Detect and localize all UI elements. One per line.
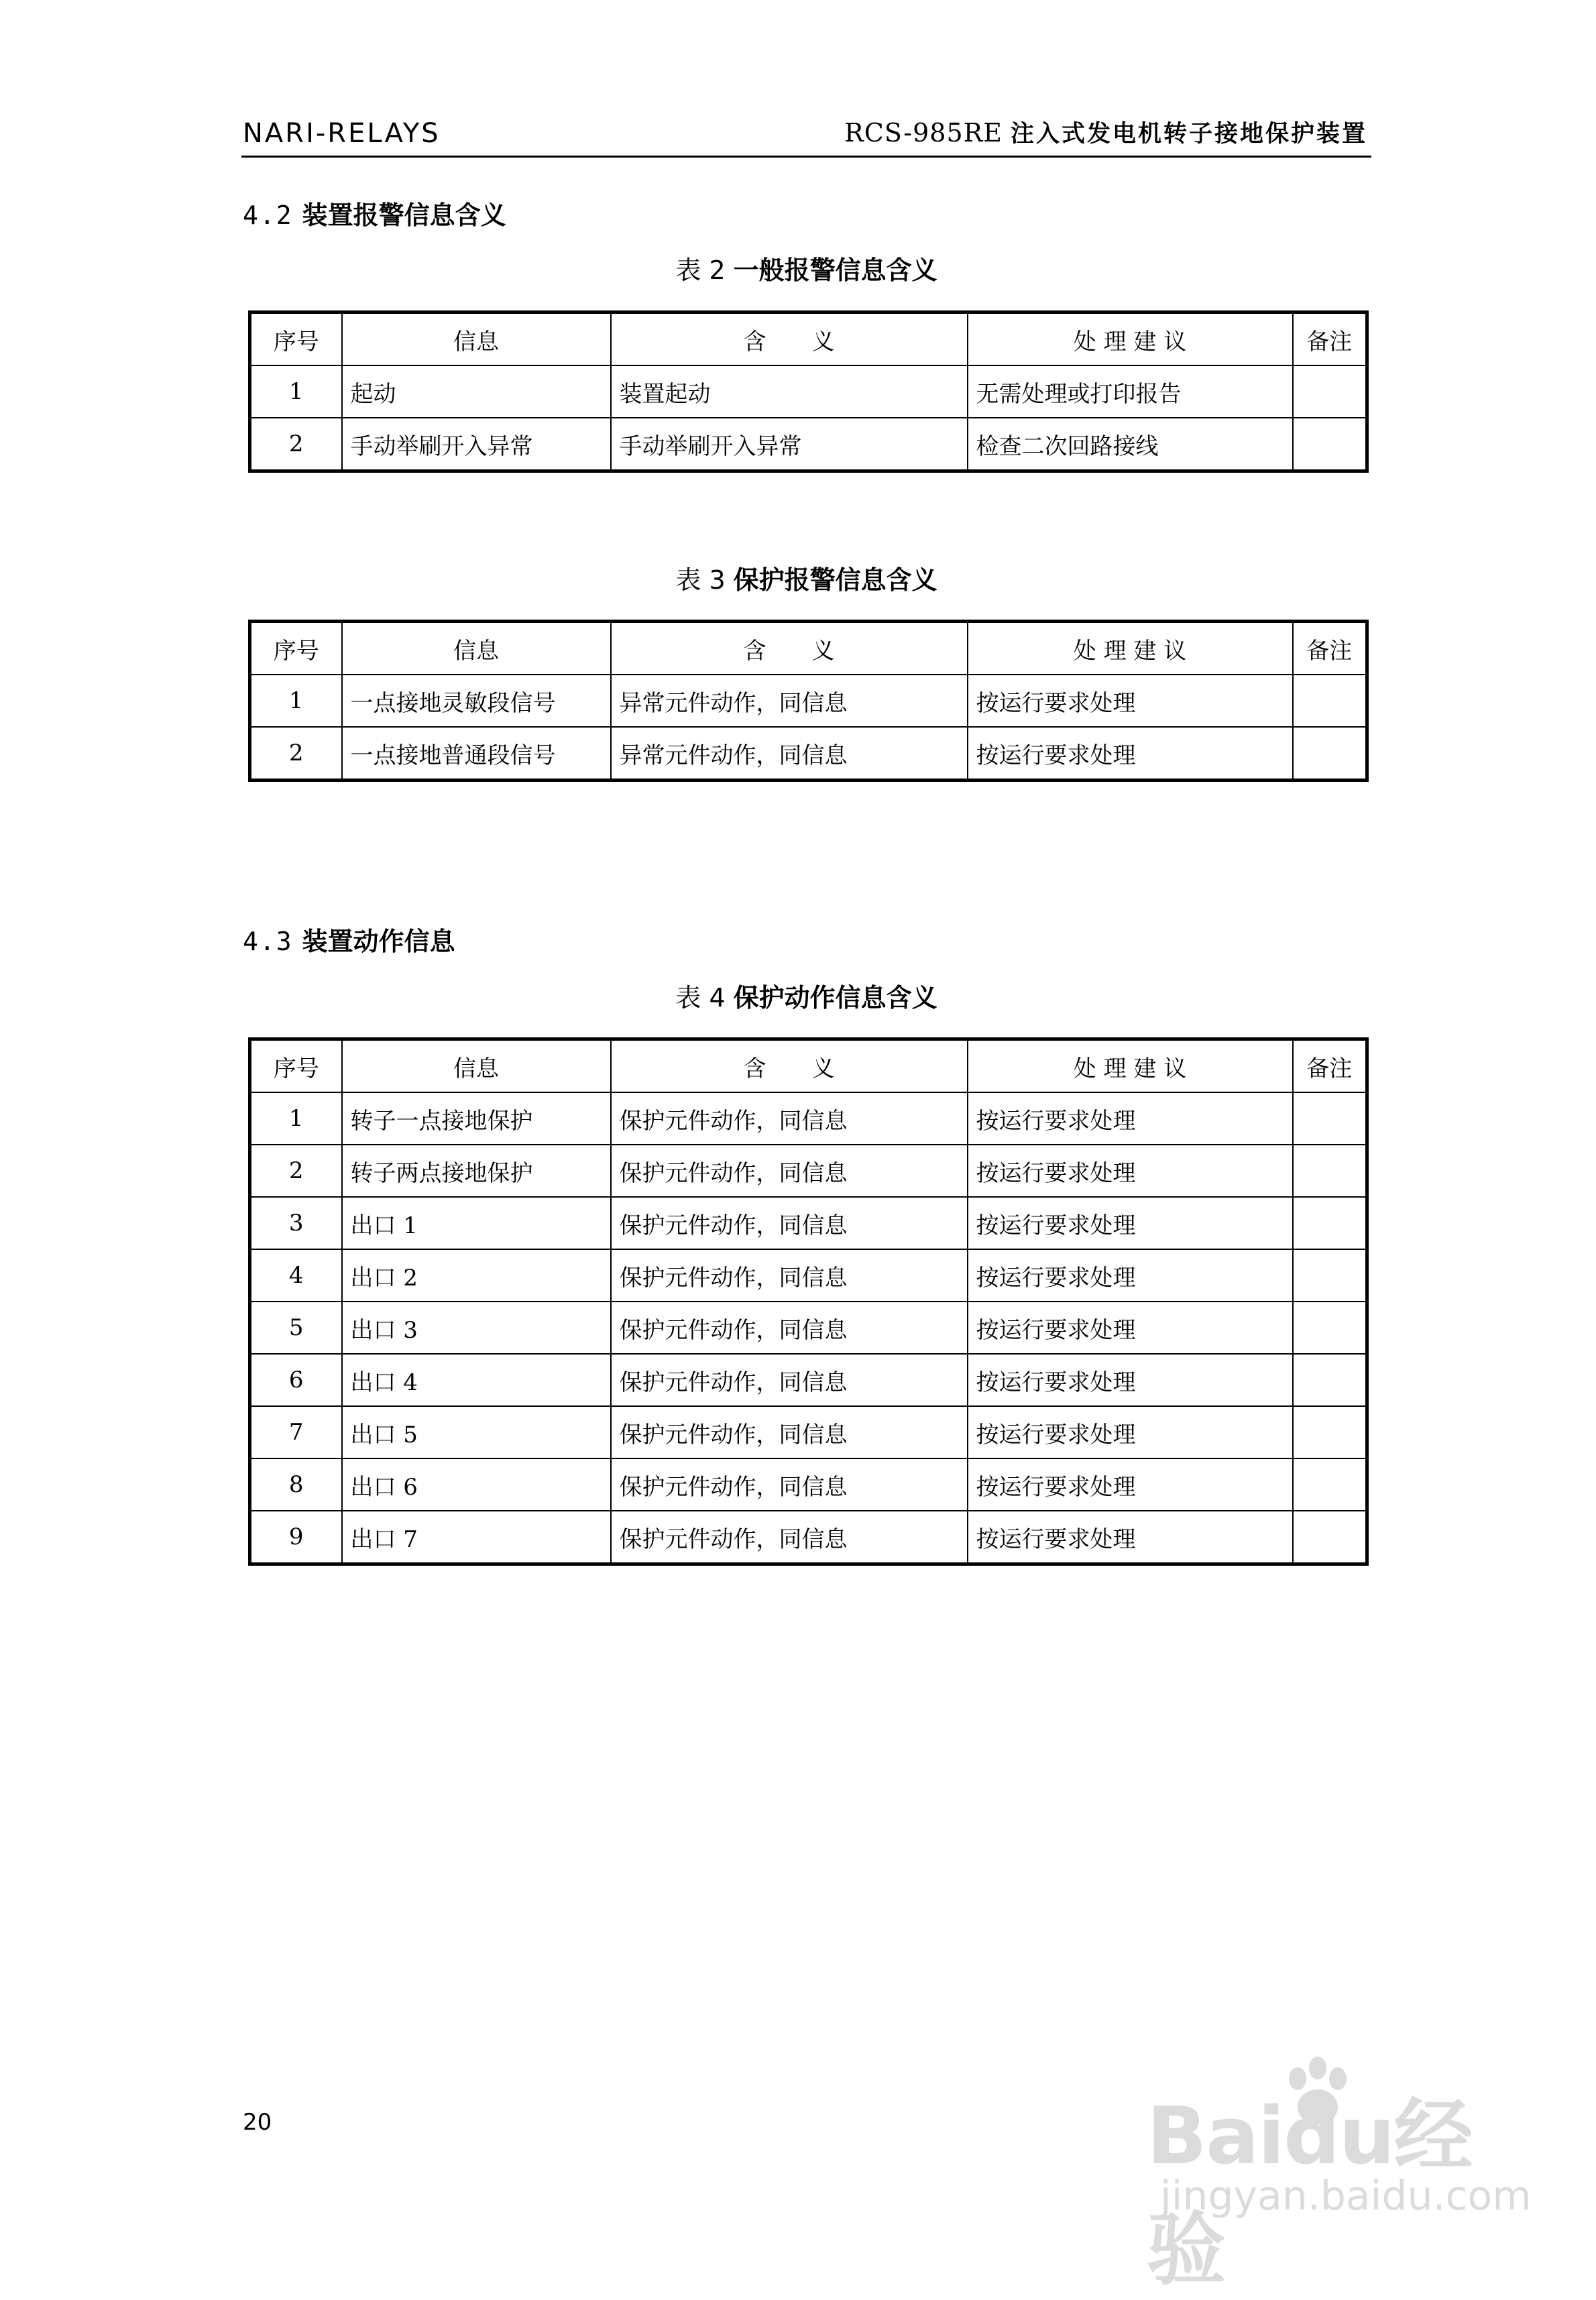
col-header-note: 备注	[1293, 312, 1367, 366]
cell-meaning: 异常元件动作，同信息	[611, 727, 968, 781]
cell-meaning: 装置起动	[611, 365, 968, 418]
table4-caption-title: 保护动作信息含义	[733, 983, 937, 1013]
cell-info: 转子一点接地保护	[342, 1092, 611, 1145]
table4-caption	[241, 977, 1371, 1014]
cell-meaning: 保护元件动作，同信息	[611, 1092, 968, 1145]
cell-index: 2	[250, 418, 342, 471]
cell-info: 出口 7	[342, 1511, 611, 1564]
cell-meaning: 保护元件动作，同信息	[611, 1197, 968, 1249]
cell-note	[1293, 1249, 1367, 1302]
table-header-row	[250, 1039, 1367, 1093]
cell-index: 8	[250, 1458, 342, 1511]
table-row	[250, 675, 1367, 727]
cell-note	[1293, 1511, 1367, 1564]
col-header-meaning: 含 义	[611, 1039, 968, 1093]
table-header-row	[250, 622, 1367, 675]
cell-advice: 按运行要求处理	[968, 675, 1293, 727]
cell-meaning: 异常元件动作，同信息	[611, 675, 968, 727]
cell-meaning: 保护元件动作，同信息	[611, 1249, 968, 1302]
table3-caption-number: 表 3	[675, 565, 726, 595]
cell-advice: 按运行要求处理	[968, 1354, 1293, 1406]
col-header-info: 信息	[342, 1039, 611, 1093]
cell-advice: 按运行要求处理	[968, 1458, 1293, 1511]
cell-meaning: 保护元件动作，同信息	[611, 1458, 968, 1511]
section-number: 4.2	[243, 200, 293, 230]
cell-index: 7	[250, 1406, 342, 1458]
cell-advice: 按运行要求处理	[968, 1145, 1293, 1197]
cell-index: 4	[250, 1249, 342, 1302]
table-row	[250, 1354, 1367, 1406]
table-header-row	[250, 312, 1367, 366]
cell-info: 出口 1	[342, 1197, 611, 1249]
cell-meaning: 保护元件动作，同信息	[611, 1302, 968, 1354]
table2-caption	[241, 249, 1371, 286]
section-title: 装置动作信息	[302, 927, 455, 956]
table2-caption-number: 表 2	[675, 255, 726, 285]
cell-advice: 按运行要求处理	[968, 1092, 1293, 1145]
cell-note	[1293, 1092, 1367, 1145]
cell-index: 5	[250, 1302, 342, 1354]
cell-info: 起动	[342, 365, 611, 418]
section-heading-4-2	[243, 194, 506, 231]
baidu-watermark	[1106, 2032, 1532, 2296]
cell-info: 出口 6	[342, 1458, 611, 1511]
cell-advice: 按运行要求处理	[968, 1302, 1293, 1354]
table2-caption-title: 一般报警信息含义	[733, 255, 937, 285]
cell-advice: 按运行要求处理	[968, 1197, 1293, 1249]
device-title: 注入式发电机转子接地保护装置	[1010, 121, 1367, 148]
cell-note	[1293, 1354, 1367, 1406]
table-row	[250, 1092, 1367, 1145]
cell-note	[1293, 1458, 1367, 1511]
cell-note	[1293, 1302, 1367, 1354]
col-header-meaning: 含 义	[611, 622, 968, 675]
table-row	[250, 365, 1367, 418]
table-row	[250, 1458, 1367, 1511]
cell-note	[1293, 1406, 1367, 1458]
cell-meaning: 手动举刷开入异常	[611, 418, 968, 471]
table-row	[250, 1302, 1367, 1354]
cell-note	[1293, 365, 1367, 418]
cell-note	[1293, 727, 1367, 781]
protection-alarm-table	[248, 620, 1369, 782]
section-number: 4.3	[243, 927, 293, 956]
page-header	[241, 114, 1371, 158]
cell-index: 1	[250, 675, 342, 727]
cell-advice: 按运行要求处理	[968, 727, 1293, 781]
col-header-index: 序号	[250, 1039, 342, 1093]
table4-caption-number: 表 4	[675, 983, 726, 1013]
table-row	[250, 1406, 1367, 1458]
company-name: NARI-RELAYS	[243, 118, 441, 149]
table3-caption	[241, 559, 1371, 596]
table3-caption-title: 保护报警信息含义	[733, 565, 937, 595]
col-header-advice: 处 理 建 议	[968, 622, 1293, 675]
col-header-info: 信息	[342, 622, 611, 675]
cell-meaning: 保护元件动作，同信息	[611, 1511, 968, 1564]
col-header-note: 备注	[1293, 1039, 1367, 1093]
table-row	[250, 1197, 1367, 1249]
cell-info: 转子两点接地保护	[342, 1145, 611, 1197]
cell-info: 出口 3	[342, 1302, 611, 1354]
watermark-url: jingyan.baidu.com	[1160, 2173, 1532, 2220]
cell-note	[1293, 1197, 1367, 1249]
cell-info: 出口 4	[342, 1354, 611, 1406]
cell-advice: 按运行要求处理	[968, 1511, 1293, 1564]
cell-info: 出口 2	[342, 1249, 611, 1302]
cell-index: 6	[250, 1354, 342, 1406]
table-row	[250, 1249, 1367, 1302]
general-alarm-table	[248, 310, 1369, 473]
col-header-index: 序号	[250, 312, 342, 366]
cell-meaning: 保护元件动作，同信息	[611, 1406, 968, 1458]
cell-info: 一点接地普通段信号	[342, 727, 611, 781]
cell-advice: 按运行要求处理	[968, 1249, 1293, 1302]
table-row	[250, 1145, 1367, 1197]
cell-advice: 检查二次回路接线	[968, 418, 1293, 471]
watermark-brand: Baidu经验	[1147, 2089, 1472, 2296]
col-header-advice: 处 理 建 议	[968, 312, 1293, 366]
cell-index: 1	[250, 1092, 342, 1145]
section-title: 装置报警信息含义	[302, 200, 506, 230]
cell-advice: 无需处理或打印报告	[968, 365, 1293, 418]
cell-index: 2	[250, 727, 342, 781]
col-header-note: 备注	[1293, 622, 1367, 675]
col-header-info: 信息	[342, 312, 611, 366]
cell-index: 2	[250, 1145, 342, 1197]
table-row	[250, 727, 1367, 781]
page-number: 20	[243, 2109, 272, 2136]
document-title	[844, 115, 1367, 149]
col-header-meaning: 含 义	[611, 312, 968, 366]
cell-advice: 按运行要求处理	[968, 1406, 1293, 1458]
cell-meaning: 保护元件动作，同信息	[611, 1354, 968, 1406]
col-header-index: 序号	[250, 622, 342, 675]
cell-note	[1293, 418, 1367, 471]
cell-index: 9	[250, 1511, 342, 1564]
table-row	[250, 1511, 1367, 1564]
cell-index: 3	[250, 1197, 342, 1249]
cell-note	[1293, 675, 1367, 727]
col-header-advice: 处 理 建 议	[968, 1039, 1293, 1093]
cell-info: 一点接地灵敏段信号	[342, 675, 611, 727]
section-heading-4-3	[243, 921, 455, 958]
cell-index: 1	[250, 365, 342, 418]
model-number: RCS-985RE	[844, 118, 1003, 148]
cell-info: 手动举刷开入异常	[342, 418, 611, 471]
cell-meaning: 保护元件动作，同信息	[611, 1145, 968, 1197]
cell-info: 出口 5	[342, 1406, 611, 1458]
protection-action-table	[248, 1037, 1369, 1566]
table-row	[250, 418, 1367, 471]
cell-note	[1293, 1145, 1367, 1197]
